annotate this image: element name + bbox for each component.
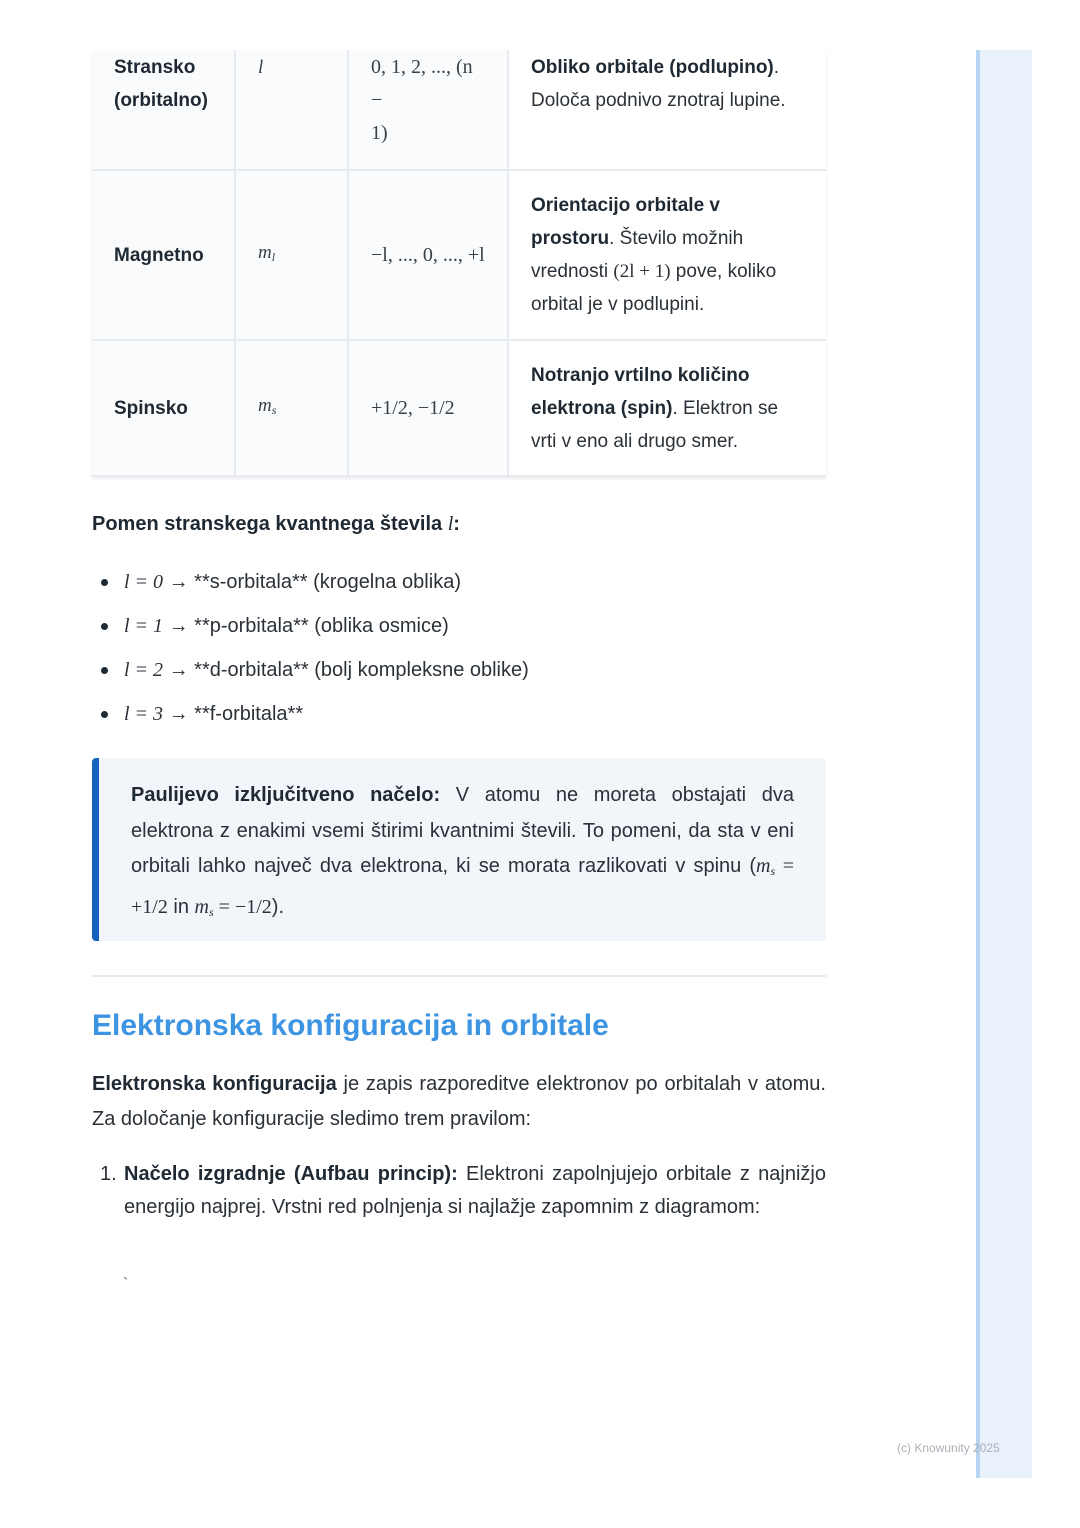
row-symbol — [235, 340, 348, 476]
row-description-bold: Notranjo vrtilno količino elektrona (spin) — [531, 364, 750, 419]
row-name: Stransko — [114, 57, 196, 78]
callout-math-sub: s — [770, 864, 776, 878]
table-row — [92, 170, 826, 340]
list-item-math: l = 2 — [124, 659, 164, 681]
callout-math: m — [756, 855, 771, 877]
list-item-math: l = 0 — [124, 571, 164, 593]
list-item — [92, 1158, 826, 1224]
callout-text: ). — [271, 895, 284, 918]
pauli-callout — [92, 758, 826, 941]
list-item-text: → **d-orbitala** (bolj kompleksne oblike) — [163, 659, 529, 681]
row-values-line: 1) — [371, 122, 388, 144]
side-panel — [976, 50, 1032, 1478]
rules-list — [92, 1158, 826, 1224]
list-item-text: → **f-orbitala** — [163, 703, 304, 725]
row-values-line: 0, 1, 2, ..., (n − — [371, 56, 473, 111]
list-item-bold: Načelo izgradnje (Aufbau princip): — [124, 1163, 458, 1185]
callout-math: = +1/2 — [131, 855, 794, 918]
callout-text: in — [167, 895, 195, 918]
callout-title: Paulijevo izključitveno načelo: — [131, 784, 441, 806]
callout-text: V atomu ne moreta obstajati dva elektrona z enakimi vsemi štirimi kvantnimi števili. To pomeni, da sta v eni orbitali lahko največ dva elektrona, ki se morata razlikovati v spinu ( — [131, 784, 794, 877]
list-item-math: l = 1 — [124, 615, 164, 637]
row-description-text: . Določa podnivo znotraj lupine. — [531, 57, 786, 111]
table-row — [92, 50, 826, 170]
paragraph-bold: Elektronska konfiguracija — [92, 1073, 337, 1095]
paragraph-text: je zapis razporeditve elektronov po orbitalah v atomu. Za določanje konfiguracije sledimo trem pravilom: — [92, 1073, 826, 1130]
trailing-mark: ` — [123, 1276, 129, 1293]
pomen-heading-end: : — [453, 513, 460, 535]
symbol-letter: m — [258, 395, 272, 416]
list-item-text: → **p-orbitala** (oblika osmice) — [163, 615, 449, 637]
copyright-text: (c) Knowunity 2025 — [897, 1441, 1000, 1455]
row-description-text: pove, koliko orbital je v podlupini. — [531, 261, 777, 315]
row-description — [508, 50, 826, 170]
list-item — [92, 604, 529, 648]
table-row — [92, 340, 826, 476]
row-name: Spinsko — [92, 340, 235, 476]
row-description — [508, 340, 826, 476]
list-item-text: → **s-orbitala** (krogelna oblika) — [163, 571, 461, 593]
section-divider — [92, 975, 826, 977]
row-description-math: (2l + 1) — [613, 261, 671, 282]
list-item — [92, 560, 529, 604]
list-item-text: Elektroni zapolnjujejo orbitale z najnižjo energijo najprej. Vrstni red polnjenja si najlažje zapomnim z diagramom: — [124, 1163, 827, 1218]
row-description-bold: Obliko orbitale (podlupino) — [531, 57, 774, 78]
row-symbol: l — [235, 50, 348, 170]
callout-math-sub: s — [208, 904, 214, 919]
symbol-subscript: l — [271, 250, 276, 264]
row-name-cell — [92, 50, 235, 170]
list-item — [92, 648, 529, 692]
list-item — [92, 692, 529, 736]
row-description — [508, 170, 826, 340]
quantum-numbers-table — [92, 50, 826, 477]
section-paragraph — [92, 1067, 826, 1137]
row-symbol — [235, 170, 348, 340]
row-values: −l, ..., 0, ..., +l — [348, 170, 508, 340]
pomen-heading-text: Pomen stranskega kvantnega števila — [92, 513, 448, 535]
callout-math: = −1/2 — [213, 895, 272, 918]
row-values — [348, 50, 508, 170]
row-description-bold: Orientacijo orbitale v prostoru — [531, 195, 720, 249]
row-name: Magnetno — [92, 170, 235, 340]
pomen-heading-math: l — [447, 513, 454, 535]
row-description-text: . Elektron se vrti v eno ali drugo smer. — [531, 397, 779, 452]
row-values: +1/2, −1/2 — [348, 340, 508, 476]
pomen-heading — [92, 513, 460, 536]
section-title: Elektronska konfiguracija in orbitale — [92, 1009, 609, 1042]
row-description-text: . Število možnih vrednosti — [531, 228, 744, 282]
symbol-letter: m — [258, 242, 272, 263]
pomen-list — [92, 560, 529, 736]
list-item-number: 1. — [100, 1163, 117, 1185]
callout-math: m — [194, 895, 209, 918]
row-name-qualifier: (orbitalno) — [114, 90, 208, 111]
symbol-subscript: s — [271, 403, 277, 417]
list-item-math: l = 3 — [124, 703, 164, 725]
